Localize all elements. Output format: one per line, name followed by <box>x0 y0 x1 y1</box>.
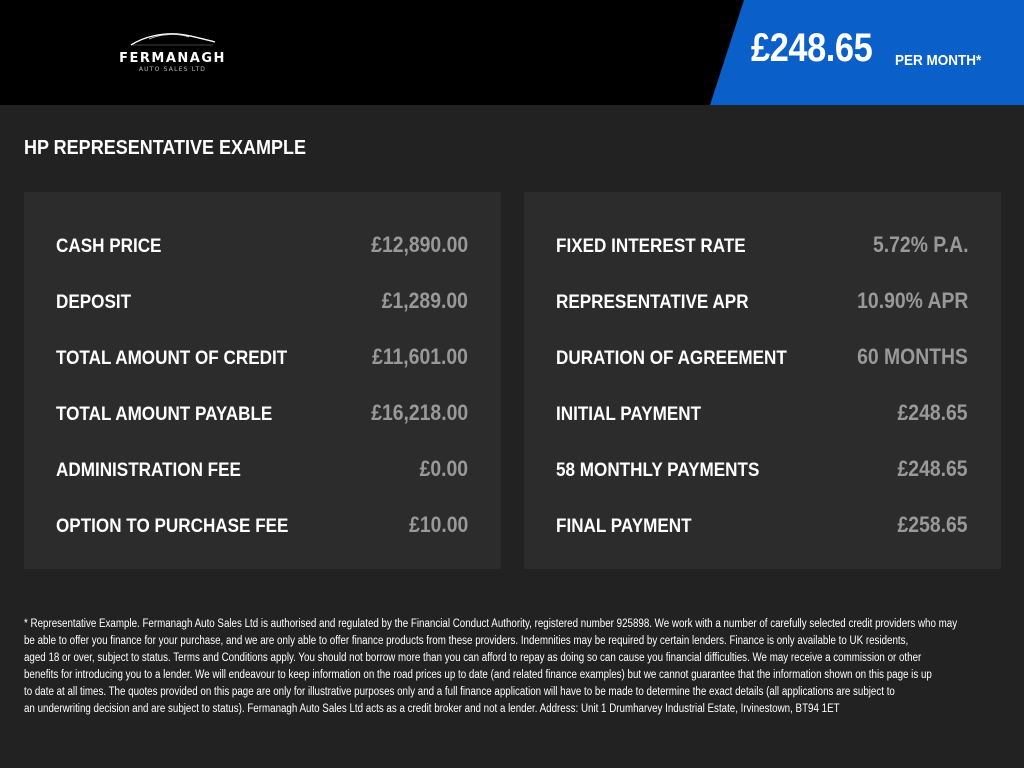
finance-row <box>524 340 1001 380</box>
finance-row-value: £248.65 <box>898 456 968 481</box>
finance-row-label: TOTAL AMOUNT PAYABLE <box>56 404 273 425</box>
finance-row-value: £11,601.00 <box>372 344 468 369</box>
finance-row-value: £0.00 <box>419 456 468 481</box>
page-title: HP REPRESENTATIVE EXAMPLE <box>24 137 307 159</box>
finance-row <box>24 452 501 492</box>
disclaimer-line: benefits for introducing you to a lender. We will endeavour to keep information on the road prices up to date (and related finance examples) but we cannot guarantee that the information shown on this page is up <box>24 669 932 681</box>
finance-row <box>24 284 501 324</box>
finance-row <box>524 228 1001 268</box>
finance-row-label: 58 MONTHLY PAYMENTS <box>556 460 760 481</box>
finance-row <box>24 228 501 268</box>
finance-row <box>524 508 1001 548</box>
finance-row <box>524 452 1001 492</box>
header-bar <box>0 0 1024 105</box>
finance-row-value: £1,289.00 <box>381 288 468 313</box>
finance-row-value: 5.72% P.A. <box>872 232 968 257</box>
finance-row-value: 10.90% APR <box>856 288 968 313</box>
logo-name: FERMANAGH <box>119 51 226 66</box>
disclaimer-line: * Representative Example. Fermanagh Auto Sales Ltd is authorised and regulated by the Financial Conduct Authority, registered number 925898. We work with a number of carefully selected credit providers who may <box>24 618 958 630</box>
finance-row-value: £258.65 <box>898 512 968 537</box>
finance-row-label: CASH PRICE <box>56 236 162 257</box>
finance-row-label: TOTAL AMOUNT OF CREDIT <box>56 348 288 369</box>
finance-row <box>24 508 501 548</box>
finance-row-label: FINAL PAYMENT <box>556 516 692 537</box>
finance-row-label: FIXED INTEREST RATE <box>556 236 746 257</box>
logo-subtitle: AUTO SALES LTD <box>138 66 207 73</box>
finance-row <box>524 284 1001 324</box>
finance-row-value: £248.65 <box>898 400 968 425</box>
finance-row-value: £16,218.00 <box>371 400 468 425</box>
disclaimer-line: be able to offer you finance for your purchase, and we are only able to offer finance products from these providers. Indemnities may be required by certain lenders. Finance is only available to UK residents, <box>24 635 909 647</box>
finance-disclaimer <box>24 616 958 718</box>
finance-row-value: 60 MONTHS <box>857 344 968 369</box>
dealer-logo[interactable] <box>115 30 230 75</box>
monthly-price-label: PER MONTH* <box>895 52 982 69</box>
monthly-price-amount: £248.65 <box>751 26 873 70</box>
finance-row-label: DURATION OF AGREEMENT <box>556 348 787 369</box>
finance-row-label: INITIAL PAYMENT <box>556 404 702 425</box>
disclaimer-line: to date at all times. The quotes provided on this page are only for illustrative purposes only and a full finance application will have to be made to determine the exact details (all applications are subject to <box>24 686 895 698</box>
disclaimer-line: aged 18 or over, subject to status. Terms and Conditions apply. You should not borrow more than you can afford to repay as doing so can cause you financial difficulties. We may receive a commission or other <box>24 652 922 664</box>
finance-row-value: £10.00 <box>408 512 468 537</box>
finance-details-left-panel <box>24 192 501 569</box>
finance-details-right-panel <box>524 192 1001 569</box>
finance-row-label: OPTION TO PURCHASE FEE <box>56 516 289 537</box>
finance-row-value: £12,890.00 <box>371 232 468 257</box>
disclaimer-line: an underwriting decision and are subject to status). Fermanagh Auto Sales Ltd acts as a credit broker and not a lender. Address: Unit 1 Drumharvey Industrial Estate, Irvinestown, BT94 1ET <box>24 703 840 715</box>
finance-row-label: ADMINISTRATION FEE <box>56 460 241 481</box>
car-silhouette-icon <box>127 30 219 48</box>
finance-row-label: DEPOSIT <box>56 292 132 313</box>
finance-row <box>24 396 501 436</box>
finance-row <box>24 340 501 380</box>
finance-row-label: REPRESENTATIVE APR <box>556 292 749 313</box>
finance-row <box>524 396 1001 436</box>
